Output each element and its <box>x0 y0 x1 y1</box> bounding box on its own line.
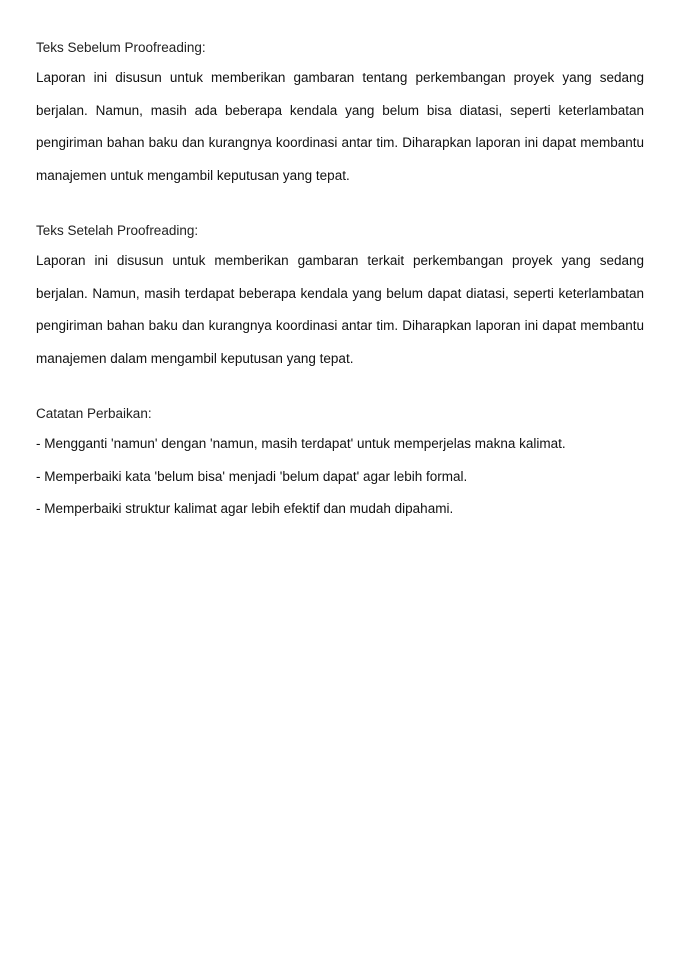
notes-label: Catatan Perbaikan: <box>36 406 152 421</box>
before-label: Teks Sebelum Proofreading: <box>36 40 206 55</box>
before-text: Laporan ini disusun untuk memberikan gambaran tentang perkembangan proyek yang sedang berjalan. Namun, masih ada beberapa kendala yang belum bisa diatasi, seperti keterlambatan pengiriman bahan baku dan kurangnya koordinasi antar tim. Diharapkan laporan ini dapat membantu manajemen untuk mengambil keputusan yang tepat. <box>36 70 644 183</box>
document-page <box>36 36 644 526</box>
section-after <box>36 219 644 375</box>
notes-list <box>36 428 644 526</box>
section-before <box>36 36 644 192</box>
note-item: - Memperbaiki kata 'belum bisa' menjadi 'belum dapat' agar lebih formal. <box>36 468 468 484</box>
after-text: Laporan ini disusun untuk memberikan gambaran terkait perkembangan proyek yang sedang berjalan. Namun, masih terdapat beberapa kendala yang belum dapat diatasi, seperti keterlambatan pengiriman bahan baku dan kurangnya koordinasi antar tim. Diharapkan laporan ini dapat membantu manajemen dalam mengambil keputusan yang tepat. <box>36 253 644 366</box>
note-item: - Memperbaiki struktur kalimat agar lebih efektif dan mudah dipahami. <box>36 501 454 516</box>
note-item: - Mengganti 'namun' dengan 'namun, masih terdapat' untuk memperjelas makna kalimat. <box>36 436 566 451</box>
after-label: Teks Setelah Proofreading: <box>36 223 199 238</box>
section-notes <box>36 402 644 526</box>
